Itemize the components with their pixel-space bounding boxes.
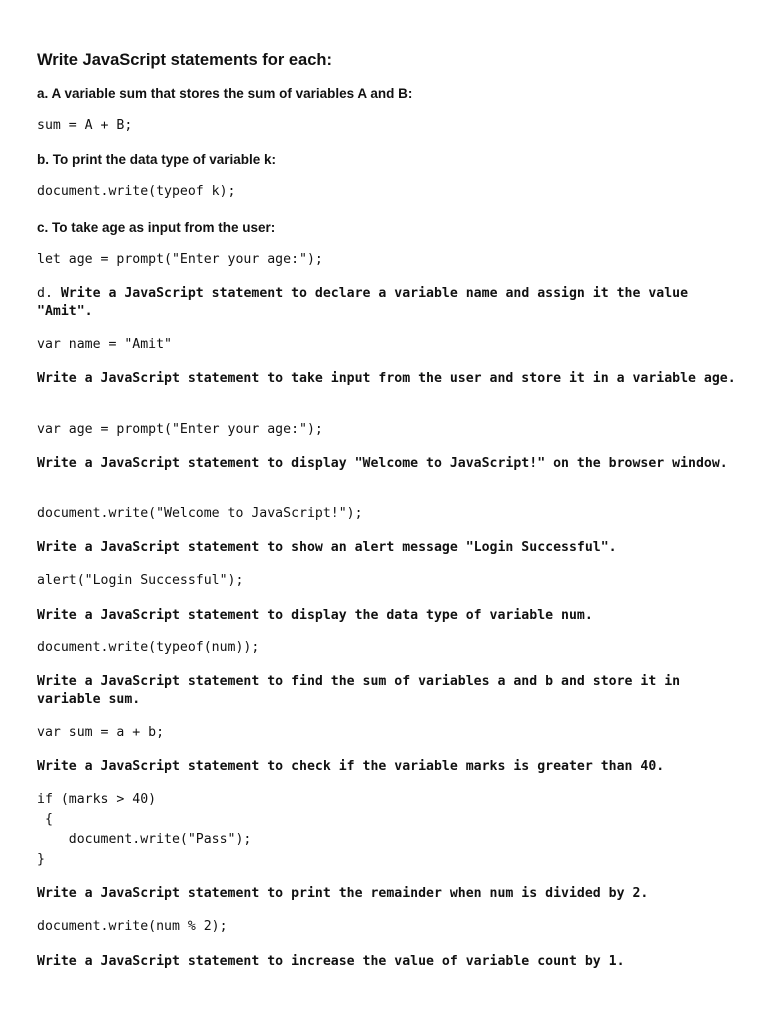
question-text: Write a JavaScript statement to increase the value of variable count by 1.: [37, 954, 625, 969]
code-line: if (marks > 40): [37, 792, 157, 807]
question-text: Write a JavaScript statement to print the remainder when num is divided by 2.: [37, 886, 649, 901]
code-line: sum = A + B;: [37, 118, 133, 133]
question-text: Write a JavaScript statement to take input from the user and store it in a variable age.: [37, 371, 736, 386]
code-line: document.write("Welcome to JavaScript!");: [37, 506, 363, 521]
question-b: b. To print the data type of variable k:: [37, 152, 277, 167]
code-line: document.write(num % 2);: [37, 919, 228, 934]
code-line: }: [37, 852, 45, 867]
question-text: Write a JavaScript statement to display "Welcome to JavaScript!" on the browser window.: [37, 456, 728, 471]
code-line: alert("Login Successful");: [37, 573, 244, 588]
question-text: Write a JavaScript statement to check if the variable marks is greater than 40.: [37, 759, 665, 774]
question-text: Write a JavaScript statement to show an alert message "Login Successful".: [37, 540, 617, 555]
code-line: let age = prompt("Enter your age:");: [37, 252, 323, 267]
code-line: var sum = a + b;: [37, 725, 165, 740]
code-line: {: [37, 812, 53, 827]
code-line: document.write("Pass");: [37, 832, 252, 847]
code-line: var age = prompt("Enter your age:");: [37, 422, 323, 437]
code-line: document.write(typeof(num));: [37, 640, 260, 655]
question-text: Write a JavaScript statement to find the sum of variables a and b and store it in variable sum.: [37, 674, 681, 707]
code-line: var name = "Amit": [37, 337, 172, 352]
question-a: a. A variable sum that stores the sum of variables A and B:: [37, 86, 413, 101]
question-d: [37, 285, 737, 321]
question-prefix: d.: [37, 286, 61, 301]
code-line: document.write(typeof k);: [37, 184, 236, 199]
page-title: Write JavaScript statements for each:: [37, 51, 332, 69]
question-c: c. To take age as input from the user:: [37, 220, 276, 235]
question-text: Write a JavaScript statement to declare a variable name and assign it the value "Amit".: [37, 286, 689, 319]
question-text: Write a JavaScript statement to display the data type of variable num.: [37, 608, 593, 623]
